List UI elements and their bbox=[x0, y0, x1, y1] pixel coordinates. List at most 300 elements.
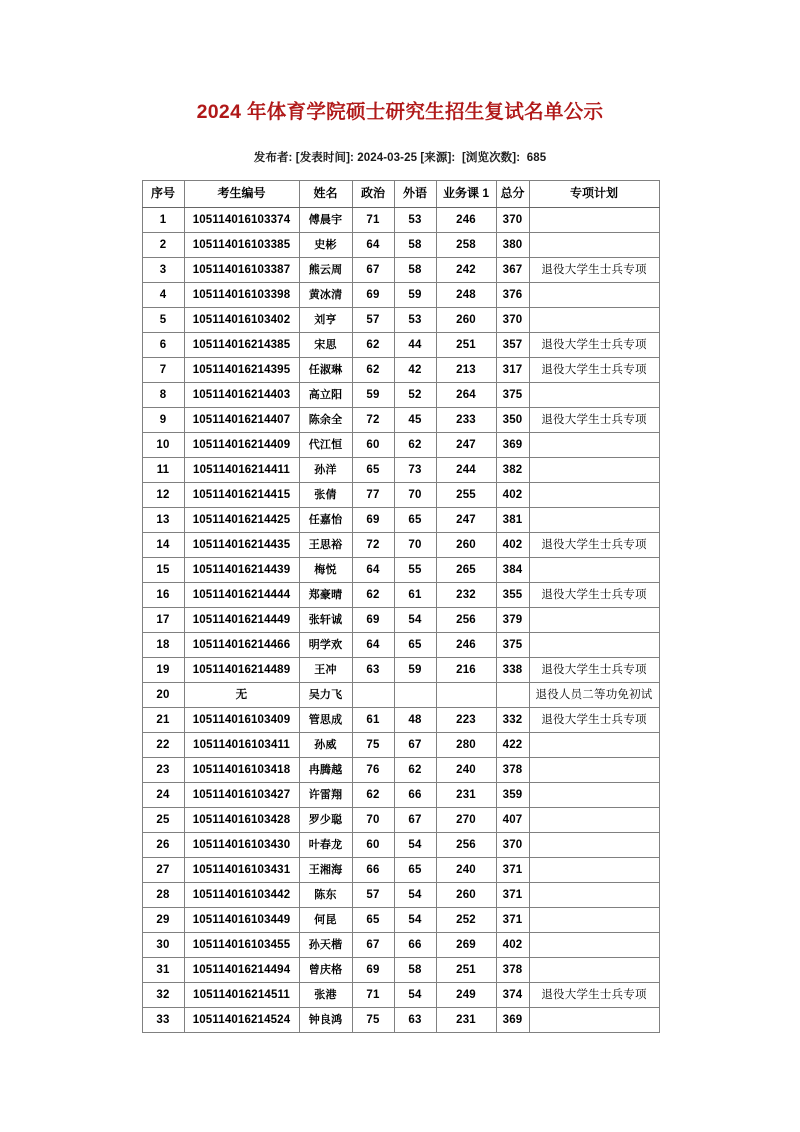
cell-total: 375 bbox=[496, 383, 529, 408]
cell-index: 15 bbox=[142, 558, 184, 583]
cell-plan bbox=[529, 633, 659, 658]
cell-plan bbox=[529, 833, 659, 858]
cell-foreign: 54 bbox=[394, 908, 436, 933]
cell-politics: 70 bbox=[352, 808, 394, 833]
cell-index: 19 bbox=[142, 658, 184, 683]
cell-major1: 264 bbox=[436, 383, 496, 408]
table-row bbox=[142, 258, 659, 283]
cell-plan bbox=[529, 958, 659, 983]
cell-major1: 280 bbox=[436, 733, 496, 758]
cell-foreign: 52 bbox=[394, 383, 436, 408]
cell-index: 1 bbox=[142, 208, 184, 233]
cell-index: 13 bbox=[142, 508, 184, 533]
cell-exam-no: 105114016103418 bbox=[184, 758, 299, 783]
cell-name: 张港 bbox=[299, 983, 352, 1008]
cell-exam-no: 105114016103398 bbox=[184, 283, 299, 308]
cell-index: 2 bbox=[142, 233, 184, 258]
cell-total: 350 bbox=[496, 408, 529, 433]
table-row bbox=[142, 833, 659, 858]
cell-exam-no: 105114016214411 bbox=[184, 458, 299, 483]
cell-politics: 60 bbox=[352, 833, 394, 858]
cell-politics: 62 bbox=[352, 583, 394, 608]
cell-index: 32 bbox=[142, 983, 184, 1008]
cell-index: 25 bbox=[142, 808, 184, 833]
cell-plan bbox=[529, 933, 659, 958]
cell-plan bbox=[529, 608, 659, 633]
cell-plan bbox=[529, 558, 659, 583]
cell-foreign: 45 bbox=[394, 408, 436, 433]
cell-total: 422 bbox=[496, 733, 529, 758]
cell-total: 402 bbox=[496, 933, 529, 958]
cell-exam-no: 105114016214466 bbox=[184, 633, 299, 658]
cell-name: 刘亨 bbox=[299, 308, 352, 333]
cell-exam-no: 105114016214439 bbox=[184, 558, 299, 583]
cell-foreign: 54 bbox=[394, 983, 436, 1008]
cell-name: 任嘉怡 bbox=[299, 508, 352, 533]
cell-plan bbox=[529, 758, 659, 783]
cell-exam-no: 105114016214415 bbox=[184, 483, 299, 508]
cell-name: 陈余全 bbox=[299, 408, 352, 433]
cell-index: 9 bbox=[142, 408, 184, 433]
cell-plan: 退役大学生士兵专项 bbox=[529, 983, 659, 1008]
cell-major1: 213 bbox=[436, 358, 496, 383]
cell-plan bbox=[529, 858, 659, 883]
cell-name: 明学欢 bbox=[299, 633, 352, 658]
cell-major1: 248 bbox=[436, 283, 496, 308]
cell-total: 338 bbox=[496, 658, 529, 683]
cell-politics: 57 bbox=[352, 308, 394, 333]
cell-foreign: 48 bbox=[394, 708, 436, 733]
cell-index: 31 bbox=[142, 958, 184, 983]
cell-name: 王湘海 bbox=[299, 858, 352, 883]
cell-total: 379 bbox=[496, 608, 529, 633]
cell-name: 王冲 bbox=[299, 658, 352, 683]
cell-major1: 260 bbox=[436, 533, 496, 558]
cell-name: 郑豪晴 bbox=[299, 583, 352, 608]
cell-exam-no: 105114016214494 bbox=[184, 958, 299, 983]
cell-index: 10 bbox=[142, 433, 184, 458]
table-row bbox=[142, 458, 659, 483]
cell-name: 钟良鸿 bbox=[299, 1008, 352, 1033]
cell-total: 382 bbox=[496, 458, 529, 483]
cell-politics: 63 bbox=[352, 658, 394, 683]
cell-major1: 251 bbox=[436, 333, 496, 358]
cell-exam-no: 105114016103431 bbox=[184, 858, 299, 883]
table-row bbox=[142, 308, 659, 333]
cell-foreign: 53 bbox=[394, 308, 436, 333]
cell-politics: 66 bbox=[352, 858, 394, 883]
table-row bbox=[142, 358, 659, 383]
cell-politics: 65 bbox=[352, 908, 394, 933]
table-row bbox=[142, 758, 659, 783]
cell-foreign: 58 bbox=[394, 233, 436, 258]
table-row bbox=[142, 233, 659, 258]
column-header-major1: 业务课 1 bbox=[436, 181, 496, 208]
cell-politics: 64 bbox=[352, 233, 394, 258]
cell-exam-no: 105114016103385 bbox=[184, 233, 299, 258]
table-row bbox=[142, 808, 659, 833]
cell-total: 371 bbox=[496, 908, 529, 933]
cell-foreign: 58 bbox=[394, 958, 436, 983]
cell-major1: 246 bbox=[436, 208, 496, 233]
cell-name: 叶春龙 bbox=[299, 833, 352, 858]
cell-total: 384 bbox=[496, 558, 529, 583]
cell-politics: 62 bbox=[352, 333, 394, 358]
table-row bbox=[142, 608, 659, 633]
cell-exam-no: 105114016214425 bbox=[184, 508, 299, 533]
cell-foreign: 66 bbox=[394, 783, 436, 808]
cell-name: 孙天楷 bbox=[299, 933, 352, 958]
table-row bbox=[142, 708, 659, 733]
cell-name: 代江恒 bbox=[299, 433, 352, 458]
cell-index: 18 bbox=[142, 633, 184, 658]
cell-major1: 231 bbox=[436, 1008, 496, 1033]
cell-politics: 57 bbox=[352, 883, 394, 908]
cell-foreign: 42 bbox=[394, 358, 436, 383]
cell-major1: 231 bbox=[436, 783, 496, 808]
cell-plan: 退役大学生士兵专项 bbox=[529, 658, 659, 683]
cell-name: 宋思 bbox=[299, 333, 352, 358]
cell-politics: 61 bbox=[352, 708, 394, 733]
cell-foreign: 53 bbox=[394, 208, 436, 233]
cell-index: 26 bbox=[142, 833, 184, 858]
cell-foreign: 55 bbox=[394, 558, 436, 583]
cell-total: 369 bbox=[496, 1008, 529, 1033]
table-row bbox=[142, 783, 659, 808]
table-row bbox=[142, 983, 659, 1008]
cell-name: 吴力飞 bbox=[299, 683, 352, 708]
publish-meta-line: 发布者: [发表时间]: 2024-03-25 [来源]: [浏览次数]: 685 bbox=[253, 152, 547, 165]
cell-foreign: 58 bbox=[394, 258, 436, 283]
table-row bbox=[142, 433, 659, 458]
cell-exam-no: 105114016214395 bbox=[184, 358, 299, 383]
table-row bbox=[142, 283, 659, 308]
cell-index: 23 bbox=[142, 758, 184, 783]
table-header bbox=[142, 181, 659, 208]
cell-name: 曾庆格 bbox=[299, 958, 352, 983]
cell-politics: 65 bbox=[352, 458, 394, 483]
cell-politics: 69 bbox=[352, 283, 394, 308]
cell-exam-no: 105114016214409 bbox=[184, 433, 299, 458]
cell-politics: 69 bbox=[352, 508, 394, 533]
cell-total: 355 bbox=[496, 583, 529, 608]
cell-index: 21 bbox=[142, 708, 184, 733]
cell-name: 陈东 bbox=[299, 883, 352, 908]
cell-total: 375 bbox=[496, 633, 529, 658]
cell-major1: 232 bbox=[436, 583, 496, 608]
cell-name: 孙威 bbox=[299, 733, 352, 758]
cell-politics: 72 bbox=[352, 408, 394, 433]
cell-name: 任淑琳 bbox=[299, 358, 352, 383]
cell-name: 傅晨宇 bbox=[299, 208, 352, 233]
cell-index: 11 bbox=[142, 458, 184, 483]
cell-plan: 退役大学生士兵专项 bbox=[529, 533, 659, 558]
cell-exam-no: 105114016214524 bbox=[184, 1008, 299, 1033]
cell-major1: 251 bbox=[436, 958, 496, 983]
cell-plan bbox=[529, 783, 659, 808]
table-row bbox=[142, 858, 659, 883]
cell-major1: 270 bbox=[436, 808, 496, 833]
cell-politics: 67 bbox=[352, 258, 394, 283]
cell-major1: 246 bbox=[436, 633, 496, 658]
cell-foreign: 73 bbox=[394, 458, 436, 483]
cell-foreign: 62 bbox=[394, 758, 436, 783]
cell-exam-no: 105114016214444 bbox=[184, 583, 299, 608]
cell-exam-no: 105114016214449 bbox=[184, 608, 299, 633]
cell-index: 17 bbox=[142, 608, 184, 633]
cell-total: 370 bbox=[496, 308, 529, 333]
table-row bbox=[142, 683, 659, 708]
cell-plan: 退役大学生士兵专项 bbox=[529, 583, 659, 608]
cell-index: 12 bbox=[142, 483, 184, 508]
column-header-index: 序号 bbox=[142, 181, 184, 208]
cell-exam-no: 105114016103409 bbox=[184, 708, 299, 733]
cell-name: 何昆 bbox=[299, 908, 352, 933]
cell-total: 367 bbox=[496, 258, 529, 283]
table-row bbox=[142, 483, 659, 508]
cell-index: 3 bbox=[142, 258, 184, 283]
cell-politics: 59 bbox=[352, 383, 394, 408]
cell-total: 378 bbox=[496, 758, 529, 783]
cell-exam-no: 105114016103411 bbox=[184, 733, 299, 758]
cell-plan bbox=[529, 233, 659, 258]
table-row bbox=[142, 658, 659, 683]
cell-foreign: 70 bbox=[394, 483, 436, 508]
cell-major1: 255 bbox=[436, 483, 496, 508]
column-header-politics: 政治 bbox=[352, 181, 394, 208]
cell-major1: 260 bbox=[436, 308, 496, 333]
cell-exam-no: 105114016103402 bbox=[184, 308, 299, 333]
table-row bbox=[142, 383, 659, 408]
cell-foreign: 61 bbox=[394, 583, 436, 608]
cell-total: 317 bbox=[496, 358, 529, 383]
page-title: 2024 年体育学院硕士研究生招生复试名单公示 bbox=[196, 101, 604, 123]
cell-exam-no: 105114016103455 bbox=[184, 933, 299, 958]
cell-politics: 76 bbox=[352, 758, 394, 783]
cell-plan: 退役大学生士兵专项 bbox=[529, 708, 659, 733]
cell-exam-no: 105114016103374 bbox=[184, 208, 299, 233]
cell-foreign: 67 bbox=[394, 808, 436, 833]
cell-politics: 62 bbox=[352, 783, 394, 808]
cell-politics: 67 bbox=[352, 933, 394, 958]
cell-plan bbox=[529, 383, 659, 408]
cell-plan bbox=[529, 308, 659, 333]
cell-index: 4 bbox=[142, 283, 184, 308]
table-row bbox=[142, 958, 659, 983]
cell-foreign: 44 bbox=[394, 333, 436, 358]
cell-major1: 244 bbox=[436, 458, 496, 483]
cell-total: 371 bbox=[496, 858, 529, 883]
cell-major1: 240 bbox=[436, 858, 496, 883]
cell-major1: 242 bbox=[436, 258, 496, 283]
cell-index: 8 bbox=[142, 383, 184, 408]
table-row bbox=[142, 733, 659, 758]
cell-total: 332 bbox=[496, 708, 529, 733]
cell-politics: 62 bbox=[352, 358, 394, 383]
cell-total: 370 bbox=[496, 208, 529, 233]
cell-exam-no: 105114016103427 bbox=[184, 783, 299, 808]
cell-foreign: 54 bbox=[394, 833, 436, 858]
cell-plan bbox=[529, 733, 659, 758]
table-row bbox=[142, 333, 659, 358]
cell-plan bbox=[529, 908, 659, 933]
cell-exam-no: 105114016214403 bbox=[184, 383, 299, 408]
cell-plan bbox=[529, 433, 659, 458]
cell-index: 30 bbox=[142, 933, 184, 958]
cell-major1: 258 bbox=[436, 233, 496, 258]
cell-foreign: 54 bbox=[394, 608, 436, 633]
cell-exam-no: 105114016214489 bbox=[184, 658, 299, 683]
cell-plan bbox=[529, 808, 659, 833]
cell-major1: 247 bbox=[436, 508, 496, 533]
cell-major1: 249 bbox=[436, 983, 496, 1008]
cell-index: 22 bbox=[142, 733, 184, 758]
table-row bbox=[142, 508, 659, 533]
cell-plan: 退役大学生士兵专项 bbox=[529, 333, 659, 358]
cell-index: 7 bbox=[142, 358, 184, 383]
cell-major1: 256 bbox=[436, 833, 496, 858]
cell-foreign: 59 bbox=[394, 283, 436, 308]
cell-name: 高立阳 bbox=[299, 383, 352, 408]
cell-total: 369 bbox=[496, 433, 529, 458]
cell-total: 407 bbox=[496, 808, 529, 833]
table-row bbox=[142, 408, 659, 433]
cell-total: 381 bbox=[496, 508, 529, 533]
cell-exam-no: 105114016214407 bbox=[184, 408, 299, 433]
cell-index: 33 bbox=[142, 1008, 184, 1033]
cell-total: 380 bbox=[496, 233, 529, 258]
cell-foreign: 65 bbox=[394, 858, 436, 883]
table-row bbox=[142, 883, 659, 908]
cell-plan bbox=[529, 483, 659, 508]
cell-name: 管思成 bbox=[299, 708, 352, 733]
cell-politics: 64 bbox=[352, 558, 394, 583]
cell-total: 359 bbox=[496, 783, 529, 808]
cell-name: 史彬 bbox=[299, 233, 352, 258]
cell-total: 402 bbox=[496, 533, 529, 558]
cell-major1: 252 bbox=[436, 908, 496, 933]
cell-politics: 71 bbox=[352, 983, 394, 1008]
cell-plan bbox=[529, 208, 659, 233]
cell-name: 冉腾越 bbox=[299, 758, 352, 783]
admission-roster-table bbox=[142, 180, 660, 1033]
cell-plan bbox=[529, 1008, 659, 1033]
cell-exam-no: 105114016214511 bbox=[184, 983, 299, 1008]
cell-major1: 256 bbox=[436, 608, 496, 633]
cell-total: 374 bbox=[496, 983, 529, 1008]
cell-exam-no: 105114016214385 bbox=[184, 333, 299, 358]
cell-foreign: 63 bbox=[394, 1008, 436, 1033]
cell-total: 376 bbox=[496, 283, 529, 308]
table-row bbox=[142, 933, 659, 958]
cell-name: 王思裕 bbox=[299, 533, 352, 558]
cell-exam-no: 105114016103430 bbox=[184, 833, 299, 858]
cell-index: 24 bbox=[142, 783, 184, 808]
cell-foreign: 62 bbox=[394, 433, 436, 458]
column-header-name: 姓名 bbox=[299, 181, 352, 208]
cell-foreign: 70 bbox=[394, 533, 436, 558]
cell-politics: 72 bbox=[352, 533, 394, 558]
cell-politics: 64 bbox=[352, 633, 394, 658]
table-row bbox=[142, 633, 659, 658]
cell-major1: 260 bbox=[436, 883, 496, 908]
cell-total: 371 bbox=[496, 883, 529, 908]
cell-plan: 退役大学生士兵专项 bbox=[529, 258, 659, 283]
cell-total bbox=[496, 683, 529, 708]
cell-index: 5 bbox=[142, 308, 184, 333]
cell-plan bbox=[529, 508, 659, 533]
column-header-plan: 专项计划 bbox=[529, 181, 659, 208]
cell-plan bbox=[529, 283, 659, 308]
cell-major1 bbox=[436, 683, 496, 708]
cell-index: 20 bbox=[142, 683, 184, 708]
cell-name: 罗少聪 bbox=[299, 808, 352, 833]
cell-exam-no: 105114016103442 bbox=[184, 883, 299, 908]
cell-foreign: 65 bbox=[394, 508, 436, 533]
cell-politics: 77 bbox=[352, 483, 394, 508]
cell-foreign: 67 bbox=[394, 733, 436, 758]
cell-politics: 75 bbox=[352, 733, 394, 758]
cell-exam-no: 105114016103449 bbox=[184, 908, 299, 933]
roster-table-wrapper bbox=[142, 180, 659, 1033]
cell-total: 378 bbox=[496, 958, 529, 983]
cell-name: 张倩 bbox=[299, 483, 352, 508]
cell-major1: 247 bbox=[436, 433, 496, 458]
cell-total: 357 bbox=[496, 333, 529, 358]
column-header-exam-no: 考生编号 bbox=[184, 181, 299, 208]
table-body bbox=[142, 208, 659, 1033]
cell-index: 14 bbox=[142, 533, 184, 558]
cell-politics: 71 bbox=[352, 208, 394, 233]
table-row bbox=[142, 583, 659, 608]
table-row bbox=[142, 1008, 659, 1033]
cell-total: 402 bbox=[496, 483, 529, 508]
table-row bbox=[142, 908, 659, 933]
cell-plan: 退役人员二等功免初试 bbox=[529, 683, 659, 708]
cell-name: 张轩诚 bbox=[299, 608, 352, 633]
cell-plan bbox=[529, 458, 659, 483]
cell-foreign bbox=[394, 683, 436, 708]
cell-foreign: 66 bbox=[394, 933, 436, 958]
cell-major1: 240 bbox=[436, 758, 496, 783]
cell-name: 熊云周 bbox=[299, 258, 352, 283]
cell-name: 孙洋 bbox=[299, 458, 352, 483]
cell-politics: 75 bbox=[352, 1008, 394, 1033]
cell-index: 6 bbox=[142, 333, 184, 358]
cell-name: 黄冰清 bbox=[299, 283, 352, 308]
cell-major1: 269 bbox=[436, 933, 496, 958]
cell-index: 29 bbox=[142, 908, 184, 933]
cell-foreign: 65 bbox=[394, 633, 436, 658]
cell-exam-no: 105114016103387 bbox=[184, 258, 299, 283]
cell-name: 许雷翔 bbox=[299, 783, 352, 808]
cell-politics: 69 bbox=[352, 958, 394, 983]
cell-foreign: 59 bbox=[394, 658, 436, 683]
cell-politics: 69 bbox=[352, 608, 394, 633]
cell-major1: 265 bbox=[436, 558, 496, 583]
cell-exam-no: 无 bbox=[184, 683, 299, 708]
cell-exam-no: 105114016103428 bbox=[184, 808, 299, 833]
cell-foreign: 54 bbox=[394, 883, 436, 908]
cell-index: 16 bbox=[142, 583, 184, 608]
column-header-total: 总分 bbox=[496, 181, 529, 208]
cell-index: 27 bbox=[142, 858, 184, 883]
cell-total: 370 bbox=[496, 833, 529, 858]
cell-major1: 233 bbox=[436, 408, 496, 433]
cell-name: 梅悦 bbox=[299, 558, 352, 583]
table-header-row bbox=[142, 181, 659, 208]
cell-major1: 223 bbox=[436, 708, 496, 733]
